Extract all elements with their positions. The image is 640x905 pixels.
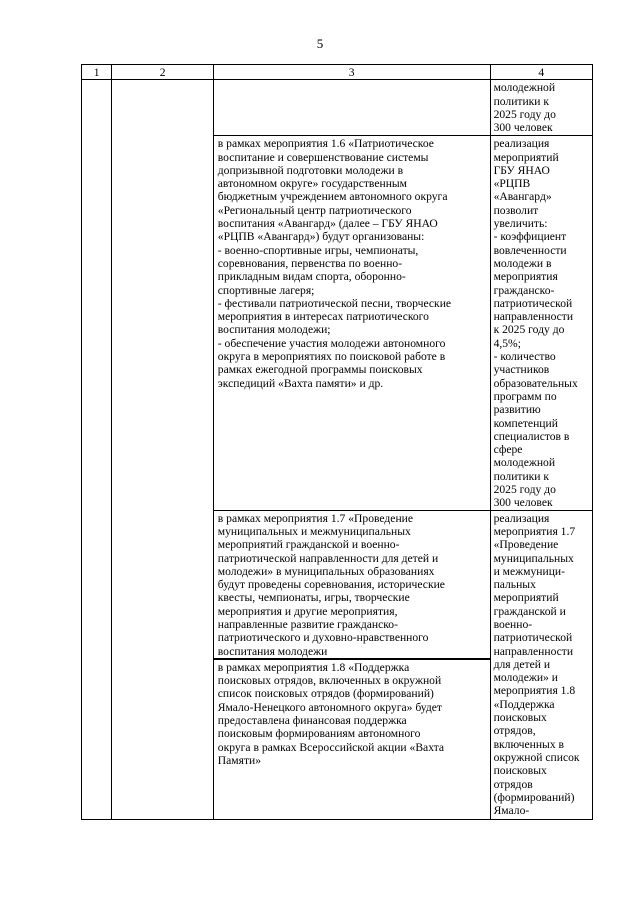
cell-col4-row1: молодежной политики к 2025 году до 300 человек xyxy=(490,80,592,136)
table-row xyxy=(82,80,593,136)
header-cell-4: 4 xyxy=(490,65,592,80)
header-cell-2: 2 xyxy=(112,65,213,80)
cell-col3-row1 xyxy=(213,80,490,136)
header-cell-1: 1 xyxy=(82,65,112,80)
cell-measure-1-8: в рамках мероприятия 1.8 «Поддержка поисковых отрядов, включенных в окружной список поисковых отрядов (формирований) Ямало-Ненецкого автономного округа» будет предоставлена финансовая поддержка поисковым формированиям автономного округа в рамках Всероссийской акции «Вахта Памяти» xyxy=(213,659,490,820)
cell-col1 xyxy=(82,80,112,820)
cell-measure-1-7: в рамках мероприятия 1.7 «Проведение муниципальных и межмуниципальных мероприятий гражданской и военно- патриотической направленности для детей и молодежи» в муниципальных образованиях будут проведены соревнования, исторические квесты, чемпионаты, игры, творческие мероприятия и другие мероприятия, направленные развитие гражданско- патриотического и духовно-нравственного воспитания молодежи xyxy=(213,510,490,659)
cell-measure-1-6: в рамках мероприятия 1.6 «Патриотическое воспитание и совершенствование системы допризывной подготовки молодежи в автономном округе» государственным бюджетным учреждением автономного округа «Региональный центр патриотического воспитания «Авангард» (далее – ГБУ ЯНАО «РЦПВ «Авангард») будут организованы: - военно-спортивные игры, чемпионаты, соревнования, первенства по военно- прикладным видам спорта, оборонно- спортивные лагеря; - фестивали патриотической песни, творческие мероприятия в интересах патриотического воспитания молодежи; - обеспечение участия молодежи автономного округа в мероприятиях по поисковой работе в рамках ежегодной программы поисковых экспедиций «Вахта памяти» и др. xyxy=(213,136,490,510)
header-cell-3: 3 xyxy=(213,65,490,80)
program-table xyxy=(81,64,593,820)
page-number: 5 xyxy=(316,36,324,51)
cell-result-1-7-1-8: реализация мероприятия 1.7 «Проведение муниципальных и межмуници- пальных мероприятий гражданской и военно- патриотической направленности для детей и молодежи» и мероприятия 1.8 «Поддержка поисковых отрядов, включенных в окружной список поисковых отрядов (формирований) Ямало- xyxy=(490,510,592,819)
header-row xyxy=(82,65,593,80)
cell-result-1-6: реализация мероприятий ГБУ ЯНАО «РЦПВ «Авангард» позволит увеличить: - коэффициент вовлеченности молодежи в мероприятия гражданско- патриотической направленности к 2025 году до 4,5%; - количество участников образовательных программ по развитию компетенций специалистов в сфере молодежной политики к 2025 году до 300 человек xyxy=(490,136,592,510)
cell-col2 xyxy=(112,80,213,820)
